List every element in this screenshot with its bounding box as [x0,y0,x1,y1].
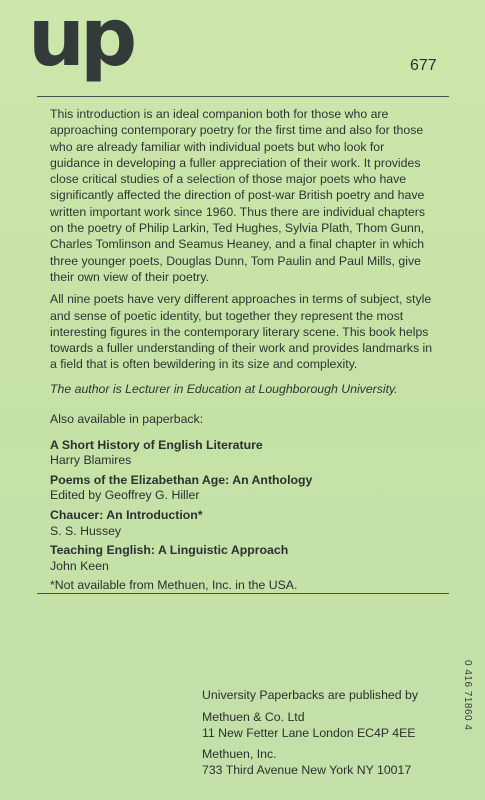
uk-publisher-address: 11 New Fetter Lane London EC4P 4EE [202,725,416,740]
book-entry [50,508,440,539]
publisher-info [202,688,462,785]
top-divider [37,96,449,97]
series-logo: up [28,0,133,84]
also-available-label: Also available in paperback: [50,412,204,426]
book-title: A Short History of English Literature [50,437,263,452]
us-publisher [202,747,462,779]
blurb-paragraph-1: This introduction is an ideal companion both for those who are approaching contemporary poetry for the first time and also for those who are already familiar with individual poets but who look for guidance in developing a fuller appreciation of their work. It provides close critical studies of a selection of those major poets who have significantly affected the direction of post-war British poetry and have written important work since 1960. Thus there are individual chapters on the poetry of Philip Larkin, Ted Hughes, Sylvia Plath, Thom Gunn, Charles Tomlinson and Seamus Heaney, and a final chapter in which three younger poets, Douglas Dunn, Tom Paulin and Paul Mills, give their own view of their poetry. [50,107,426,284]
us-publisher-name: Methuen, Inc. [202,747,277,762]
author-note: The author is Lecturer in Education at Loughborough University. [50,381,398,396]
book-entry [50,473,440,504]
book-author: Harry Blamires [50,453,132,468]
blurb [50,106,435,403]
book-title: Teaching English: A Linguistic Approach [50,543,289,558]
book-entry [50,438,440,469]
series-number: 677 [410,57,437,74]
uk-publisher [202,710,462,742]
uk-publisher-name: Methuen & Co. Ltd [202,709,305,724]
also-available-section [50,412,440,594]
publisher-intro: University Paperbacks are published by [202,688,418,702]
isbn: 0 416 71860 4 [462,660,473,731]
book-entry [50,543,440,574]
us-publisher-address: 733 Third Avenue New York NY 10017 [202,763,412,778]
book-author: S. S. Hussey [50,523,122,538]
availability-note: *Not available from Methuen, Inc. in the USA. [50,578,298,593]
bottom-divider [37,593,449,594]
book-title: Poems of the Elizabethan Age: An Anthology [50,472,313,487]
blurb-paragraph-2: All nine poets have very different approaches in terms of subject, style and sense of poetic identity, but together they represent the most interesting figures in the contemporary literary scene. This book helps towards a fuller understanding of their work and provides landmarks in a field that is often bewildering in its size and complexity. [50,292,433,372]
book-author: Edited by Geoffrey G. Hiller [50,488,200,503]
book-author: John Keen [50,558,109,573]
book-title: Chaucer: An Introduction* [50,507,203,522]
